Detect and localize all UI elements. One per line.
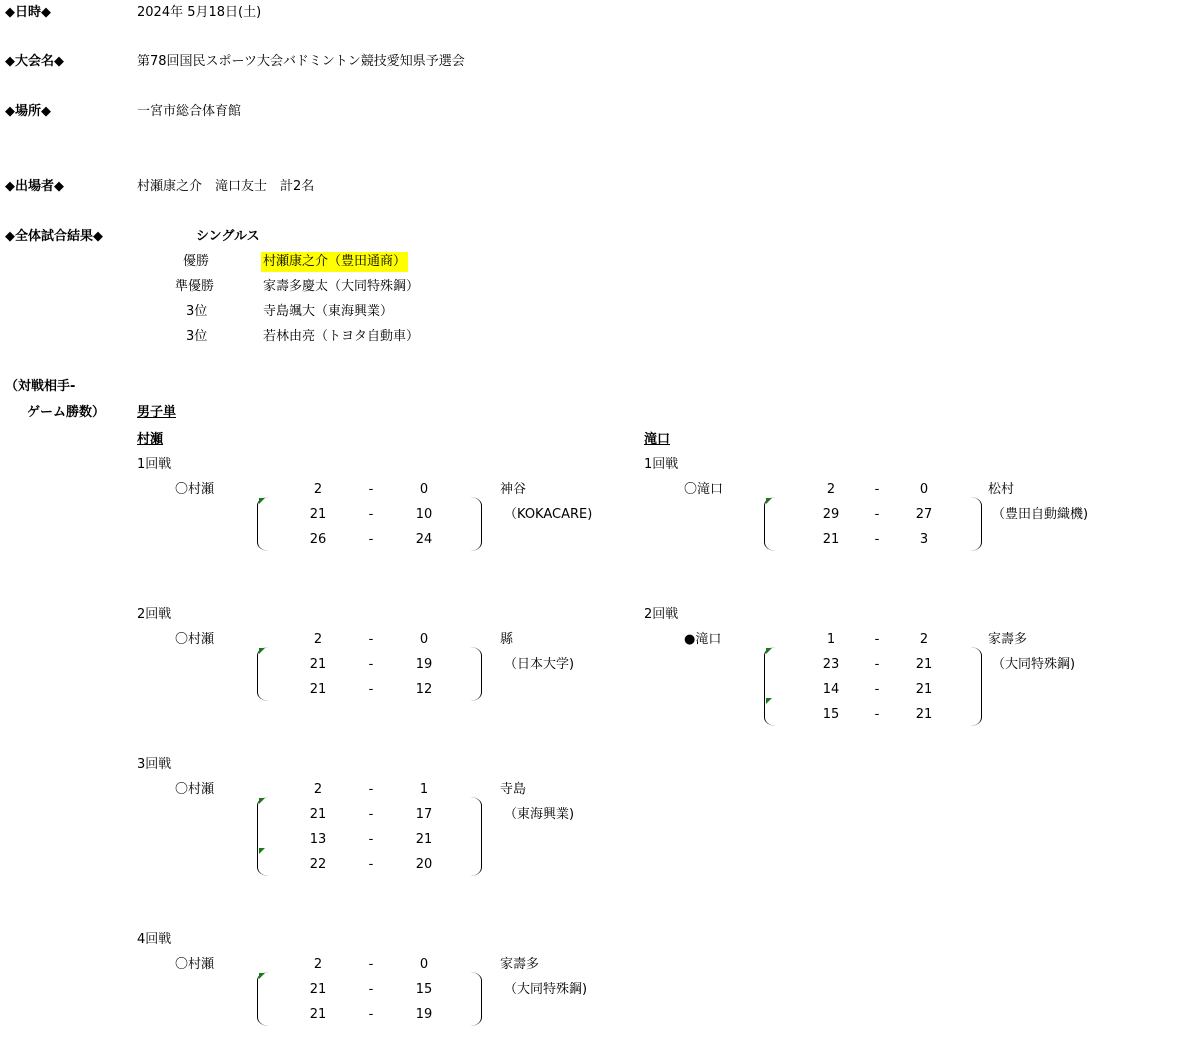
takiguchi-round-1-bracket-left [764,497,776,551]
murase-round-4-sets-lost: 0 [419,957,429,972]
results-category: シングルス [196,229,260,244]
players-label: ◆出場者◆ [5,179,64,194]
murase-round-1-dash: - [368,482,374,497]
murase-round-1-game-1-score: 21 [309,507,327,522]
result-rank: 3位 [186,304,208,319]
takiguchi-round-2-opponent-team: （大同特殊鋼) [992,657,1076,672]
murase-round-2-opponent-name: 縣 [500,632,514,647]
player-heading-takiguchi: 滝口 [644,432,671,447]
murase-round-4-game-1-opp-score: 15 [415,982,433,997]
murase-round-1-sets-won: 2 [313,482,323,497]
murase-round-3-sets-lost: 1 [419,782,429,797]
murase-round-3-game-2-score: 13 [309,832,327,847]
murase-round-3-game-1-opp-score: 17 [415,807,433,822]
murase-round-4-bracket-right [470,972,482,1026]
takiguchi-round-2-game-3-score: 15 [822,707,840,722]
murase-round-4-bracket-left [257,972,269,1026]
murase-round-3-game-2-dash: - [368,832,374,847]
result-rank: 3位 [186,329,208,344]
event-type: 男子単 [137,405,177,420]
murase-round-4-game-2-score: 21 [309,1007,327,1022]
result-rank: 準優勝 [175,279,215,294]
murase-round-3-bracket-right [470,797,482,876]
murase-round-1-game-1-dash: - [368,507,374,522]
murase-round-2-result-mark: 〇村瀬 [175,632,215,647]
date-value: 2024年 5月18日(土) [137,5,262,20]
takiguchi-round-2-opponent-name: 家壽多 [988,632,1028,647]
murase-round-3-bracket-left [257,797,269,876]
murase-round-2-game-1-score: 21 [309,657,327,672]
results-label: ◆全体試合結果◆ [5,229,103,244]
murase-round-2-bracket-left [257,647,269,701]
result-name: 若林由亮（トヨタ自動車） [263,329,420,344]
murase-round-3-sets-won: 2 [313,782,323,797]
murase-round-4-opponent-name: 家壽多 [500,957,540,972]
takiguchi-round-1-bracket-right [970,497,982,551]
murase-round-1-game-2-score: 26 [309,532,327,547]
murase-round-2-game-2-dash: - [368,682,374,697]
takiguchi-round-1-result-mark: 〇滝口 [684,482,724,497]
matches-label-line1: （対戦相手- [5,379,76,394]
murase-round-4-cell-comment-marker [259,973,265,979]
murase-round-1-bracket-left [257,497,269,551]
event-value: 第78回国民スポーツ大会バドミントン競技愛知県予選会 [137,54,465,69]
takiguchi-round-1-sets-won: 2 [826,482,836,497]
murase-round-3-result-mark: 〇村瀬 [175,782,215,797]
takiguchi-round-1-game-1-dash: - [874,507,880,522]
takiguchi-round-2-cell-comment-marker [766,648,772,654]
murase-round-3-game-3-opp-score: 20 [415,857,433,872]
takiguchi-round-2-result-mark: ●滝口 [684,632,722,647]
murase-round-4-dash: - [368,957,374,972]
takiguchi-round-1-game-2-score: 21 [822,532,840,547]
event-label: ◆大会名◆ [5,54,64,69]
murase-round-1-opponent-name: 神谷 [500,482,527,497]
murase-round-2-sets-lost: 0 [419,632,429,647]
takiguchi-round-1-game-2-opp-score: 3 [919,532,929,547]
takiguchi-round-1-sets-lost: 0 [919,482,929,497]
murase-round-3-game-1-score: 21 [309,807,327,822]
venue-value: 一宮市総合体育館 [137,104,242,119]
murase-round-2-dash: - [368,632,374,647]
player-heading-murase: 村瀬 [137,432,164,447]
murase-round-1-bracket-right [470,497,482,551]
result-name: 寺島颯大（東海興業） [263,304,394,319]
murase-round-1-sets-lost: 0 [419,482,429,497]
venue-label: ◆場所◆ [5,104,51,119]
takiguchi-round-2-game-2-dash: - [874,682,880,697]
murase-round-4-sets-won: 2 [313,957,323,972]
takiguchi-round-2-game-1-score: 23 [822,657,840,672]
takiguchi-round-2-cell-comment-marker [766,698,772,704]
murase-round-4-game-1-score: 21 [309,982,327,997]
murase-round-3-game-2-opp-score: 21 [415,832,433,847]
takiguchi-round-2-sets-won: 1 [826,632,836,647]
players-value: 村瀬康之介 滝口友士 計2名 [137,179,315,194]
murase-round-4-opponent-team: （大同特殊鋼) [504,982,588,997]
murase-round-1-game-2-opp-score: 24 [415,532,433,547]
murase-round-2-cell-comment-marker [259,648,265,654]
murase-round-3-opponent-name: 寺島 [500,782,527,797]
murase-round-2-bracket-right [470,647,482,701]
murase-round-1-result-mark: 〇村瀬 [175,482,215,497]
murase-round-2-sets-won: 2 [313,632,323,647]
murase-round-1-cell-comment-marker [259,498,265,504]
takiguchi-round-1-opponent-team: （豊田自動織機) [992,507,1089,522]
takiguchi-round-1-opponent-name: 松村 [988,482,1015,497]
result-rank: 優勝 [183,254,210,269]
takiguchi-round-1-dash: - [874,482,880,497]
murase-round-2-game-2-score: 21 [309,682,327,697]
murase-round-3-game-3-dash: - [368,857,374,872]
murase-round-2-title: 2回戦 [137,607,172,622]
takiguchi-round-2-sets-lost: 2 [919,632,929,647]
takiguchi-round-2-title: 2回戦 [644,607,679,622]
murase-round-2-opponent-team: （日本大学) [504,657,575,672]
murase-round-3-title: 3回戦 [137,757,172,772]
murase-round-4-game-2-dash: - [368,1007,374,1022]
murase-round-3-cell-comment-marker [259,848,265,854]
takiguchi-round-2-bracket-right [970,647,982,726]
murase-round-3-dash: - [368,782,374,797]
result-name: 家壽多慶太（大同特殊鋼） [263,279,420,294]
murase-round-4-title: 4回戦 [137,932,172,947]
murase-round-3-opponent-team: （東海興業) [504,807,575,822]
murase-round-4-game-1-dash: - [368,982,374,997]
result-name-winner [263,254,408,270]
takiguchi-round-2-bracket-left [764,647,776,726]
takiguchi-round-1-game-1-score: 29 [822,507,840,522]
murase-round-2-game-1-opp-score: 19 [415,657,433,672]
murase-round-3-game-1-dash: - [368,807,374,822]
takiguchi-round-1-title: 1回戦 [644,457,679,472]
murase-round-3-game-3-score: 22 [309,857,327,872]
murase-round-4-result-mark: 〇村瀬 [175,957,215,972]
result-name: 村瀬康之介（豊田通商） [261,252,408,272]
murase-round-1-game-1-opp-score: 10 [415,507,433,522]
takiguchi-round-2-game-3-opp-score: 21 [915,707,933,722]
takiguchi-round-1-game-2-dash: - [874,532,880,547]
takiguchi-round-2-game-1-opp-score: 21 [915,657,933,672]
murase-round-2-game-2-opp-score: 12 [415,682,433,697]
murase-round-1-opponent-team: （KOKACARE) [504,507,593,522]
takiguchi-round-2-game-3-dash: - [874,707,880,722]
murase-round-2-game-1-dash: - [368,657,374,672]
takiguchi-round-1-game-1-opp-score: 27 [915,507,933,522]
takiguchi-round-2-dash: - [874,632,880,647]
murase-round-1-game-2-dash: - [368,532,374,547]
takiguchi-round-2-game-2-opp-score: 21 [915,682,933,697]
takiguchi-round-2-game-2-score: 14 [822,682,840,697]
matches-label-line2: ゲーム勝数） [27,405,106,420]
takiguchi-round-1-cell-comment-marker [766,498,772,504]
murase-round-3-cell-comment-marker [259,798,265,804]
murase-round-1-title: 1回戦 [137,457,172,472]
date-label: ◆日時◆ [5,5,51,20]
murase-round-4-game-2-opp-score: 19 [415,1007,433,1022]
takiguchi-round-2-game-1-dash: - [874,657,880,672]
